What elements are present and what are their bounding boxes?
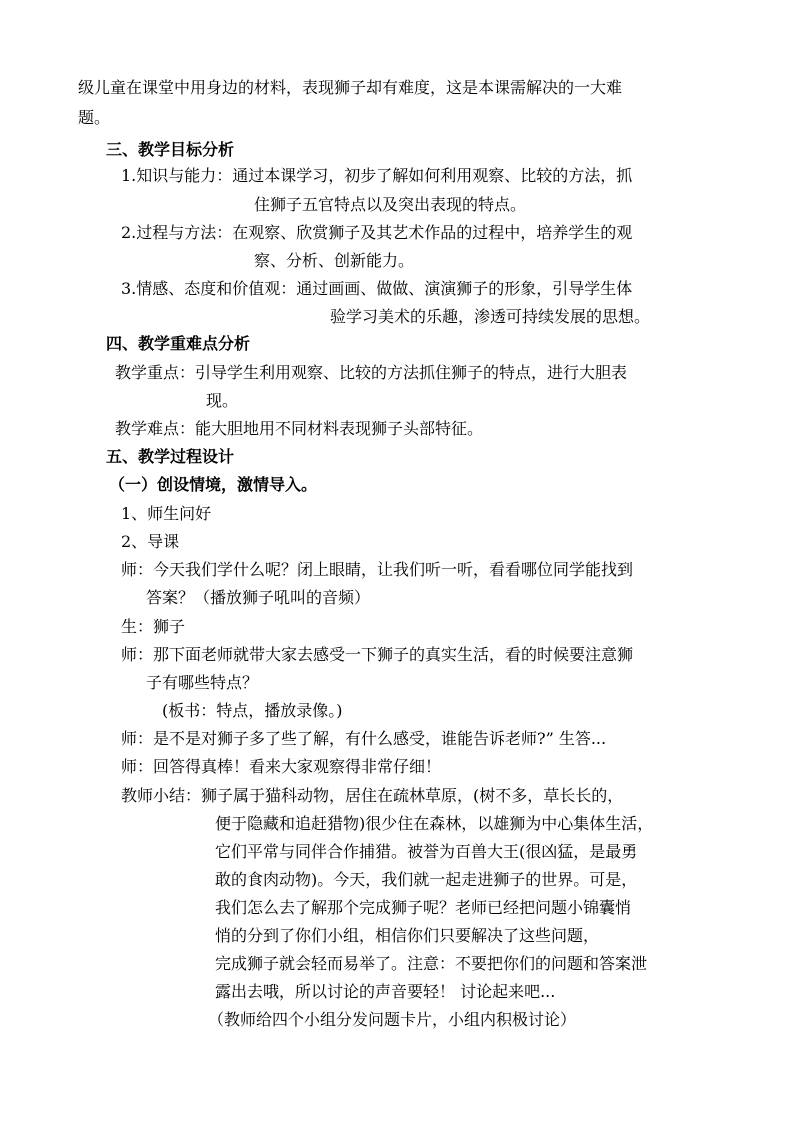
difficult-point: 教学难点：能大胆地用不同材料表现狮子头部特征。 bbox=[115, 419, 484, 438]
teacher-summary-cont: 我们怎么去了解那个完成狮子呢？老师已经把问题小锦囊悄 bbox=[215, 898, 632, 917]
dialogue-line-cont: 答案？（播放狮子吼叫的音频） bbox=[146, 588, 371, 607]
dialogue-line: 师：那下面老师就带大家去感受一下狮子的真实生活，看的时候要注意狮 bbox=[121, 645, 634, 664]
section-heading-5: 五、教学过程设计 bbox=[106, 447, 235, 466]
dialogue-line: 生：狮子 bbox=[121, 617, 186, 636]
teacher-summary-cont: 悄的分到了你们小组，相信你们只要解决了这些问题， bbox=[215, 926, 600, 945]
teacher-summary-cont: 敢的食肉动物)。今天，我们就一起走进狮子的世界。可是， bbox=[215, 870, 638, 889]
key-point-cont: 现。 bbox=[206, 391, 239, 410]
dialogue-line: 师：回答得真棒！看来大家观察得非常仔细！ bbox=[121, 757, 442, 776]
board-note: (板书：特点，播放录像。) bbox=[162, 701, 343, 720]
goal-item-2: 2.过程与方法：在观察、欣赏狮子及其艺术作品的过程中，培养学生的观 bbox=[121, 223, 633, 242]
section-heading-3: 三、教学目标分析 bbox=[106, 140, 235, 159]
activity-note: （教师给四个小组分发问题卡片，小组内积极讨论） bbox=[208, 1010, 577, 1029]
key-point: 教学重点：引导学生利用观察、比较的方法抓住狮子的特点，进行大胆表 bbox=[115, 363, 628, 382]
goal-item-1: 1.知识与能力：通过本课学习，初步了解如何利用观察、比较的方法，抓 bbox=[121, 166, 633, 185]
goal-item-3: 3.情感、态度和价值观：通过画画、做做、演演狮子的形象，引导学生体 bbox=[121, 279, 633, 298]
paragraph-line: 级儿童在课堂中用身边的材料，表现狮子却有难度，这是本课需解决的一大难 bbox=[78, 78, 623, 97]
goal-item-3-cont: 验学习美术的乐趣，渗透可持续发展的思想。 bbox=[330, 307, 651, 326]
teacher-summary-cont: 露出去哦，所以讨论的声音要轻！ 讨论起来吧... bbox=[215, 982, 556, 1001]
teacher-summary-cont: 便于隐藏和追赶猎物)很少住在森林，以雄狮为中心集体生活， bbox=[215, 814, 654, 833]
dialogue-line-cont: 子有哪些特点？ bbox=[146, 673, 259, 692]
goal-item-2-cont: 察、分析、创新能力。 bbox=[254, 251, 415, 270]
subsection-heading-1: （一）创设情境，激情导入。 bbox=[109, 475, 318, 494]
step-item: 1、师生问好 bbox=[121, 504, 212, 523]
section-heading-4: 四、教学重难点分析 bbox=[106, 334, 251, 353]
step-item: 2、导课 bbox=[121, 532, 180, 551]
paragraph-line: 题。 bbox=[78, 108, 111, 127]
teacher-summary: 教师小结：狮子属于猫科动物，居住在疏林草原，(树不多，草长长的， bbox=[121, 786, 624, 805]
teacher-summary-cont: 完成狮子就会轻而易举了。注意：不要把你们的问题和答案泄 bbox=[215, 954, 648, 973]
dialogue-line: 师：是不是对狮子多了些了解，有什么感受，谁能告诉老师?” 生答... bbox=[121, 729, 607, 748]
dialogue-line: 师：今天我们学什么呢？闭上眼睛，让我们听一听，看看哪位同学能找到 bbox=[121, 560, 634, 579]
goal-item-1-cont: 住狮子五官特点以及突出表现的特点。 bbox=[254, 195, 527, 214]
teacher-summary-cont: 它们平常与同伴合作捕猎。被誉为百兽大王(很凶猛，是最勇 bbox=[215, 842, 638, 861]
